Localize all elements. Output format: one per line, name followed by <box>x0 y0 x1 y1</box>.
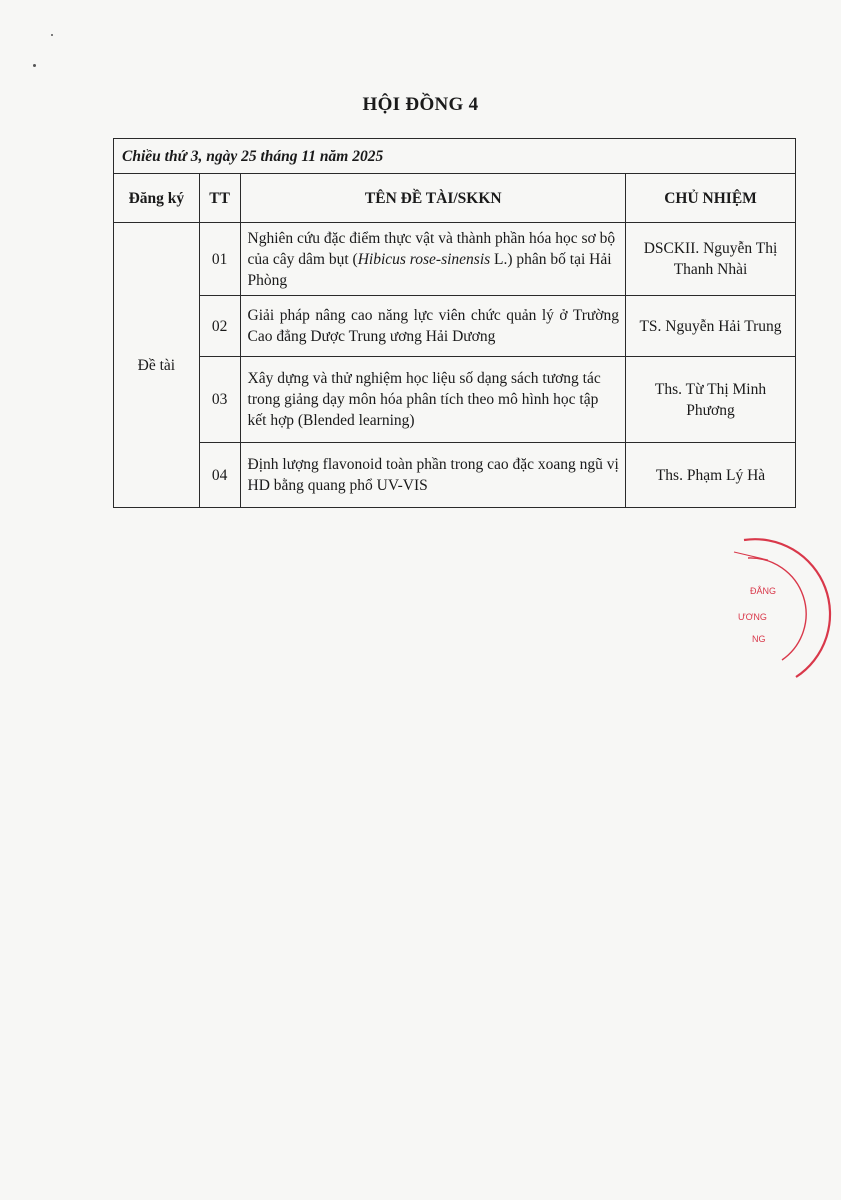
scan-speck <box>51 34 53 36</box>
council-heading: HỘI ĐỒNG 4 <box>362 94 479 115</box>
session-date-row <box>114 139 796 174</box>
seal-inner-ring <box>748 558 806 660</box>
table-row <box>114 357 796 443</box>
table-row <box>114 443 796 508</box>
table-row <box>114 296 796 357</box>
scan-speck <box>33 64 36 67</box>
seal-edge-mark <box>734 552 768 560</box>
header-number: TT <box>199 174 240 223</box>
topic-text: L.) phân bố tại Hải Phòng <box>247 250 612 289</box>
lead-name: Ths. Phạm Lý Hà <box>626 443 796 508</box>
row-number: 01 <box>199 223 240 296</box>
seal-text-line: NG <box>752 634 766 644</box>
row-number: 02 <box>199 296 240 357</box>
table-row <box>114 223 796 296</box>
topic-title: Giải pháp nâng cao năng lực viên chức quản lý ở Trường Cao đẳng Dược Trung ương Hải Dương <box>240 296 626 357</box>
row-number: 03 <box>199 357 240 443</box>
lead-name: DSCKII. Nguyễn Thị Thanh Nhài <box>626 223 796 296</box>
row-number: 04 <box>199 443 240 508</box>
official-seal-stamp <box>730 532 840 692</box>
topic-text: Nghiên cứu đặc điểm thực vật và thành phần hóa học sơ bộ của cây dâm bụt ( <box>247 229 616 268</box>
session-date: Chiều thứ 3, ngày 25 tháng 11 năm 2025 <box>114 139 796 174</box>
table-header-row <box>114 174 796 223</box>
lead-name: TS. Nguyễn Hải Trung <box>626 296 796 357</box>
topic-title <box>240 223 626 296</box>
header-topic: TÊN ĐỀ TÀI/SKKN <box>240 174 626 223</box>
header-lead: CHỦ NHIỆM <box>626 174 796 223</box>
topic-title: Định lượng flavonoid toàn phần trong cao đặc xoang ngũ vị HD bằng quang phổ UV-VIS <box>240 443 626 508</box>
topic-title: Xây dựng và thử nghiệm học liệu số dạng sách tương tác trong giảng dạy môn hóa phân tích theo mô hình học tập kết hợp (Blended learning) <box>240 357 626 443</box>
schedule-table <box>113 138 796 508</box>
category-cell: Đề tài <box>114 223 200 508</box>
seal-text-line: ĐẲNG <box>750 586 777 596</box>
lead-name: Ths. Từ Thị Minh Phương <box>626 357 796 443</box>
seal-text-line: ƯƠNG <box>738 612 767 622</box>
topic-species-name: Hibicus rose-sinensis <box>357 250 491 268</box>
header-category: Đăng ký <box>114 174 200 223</box>
